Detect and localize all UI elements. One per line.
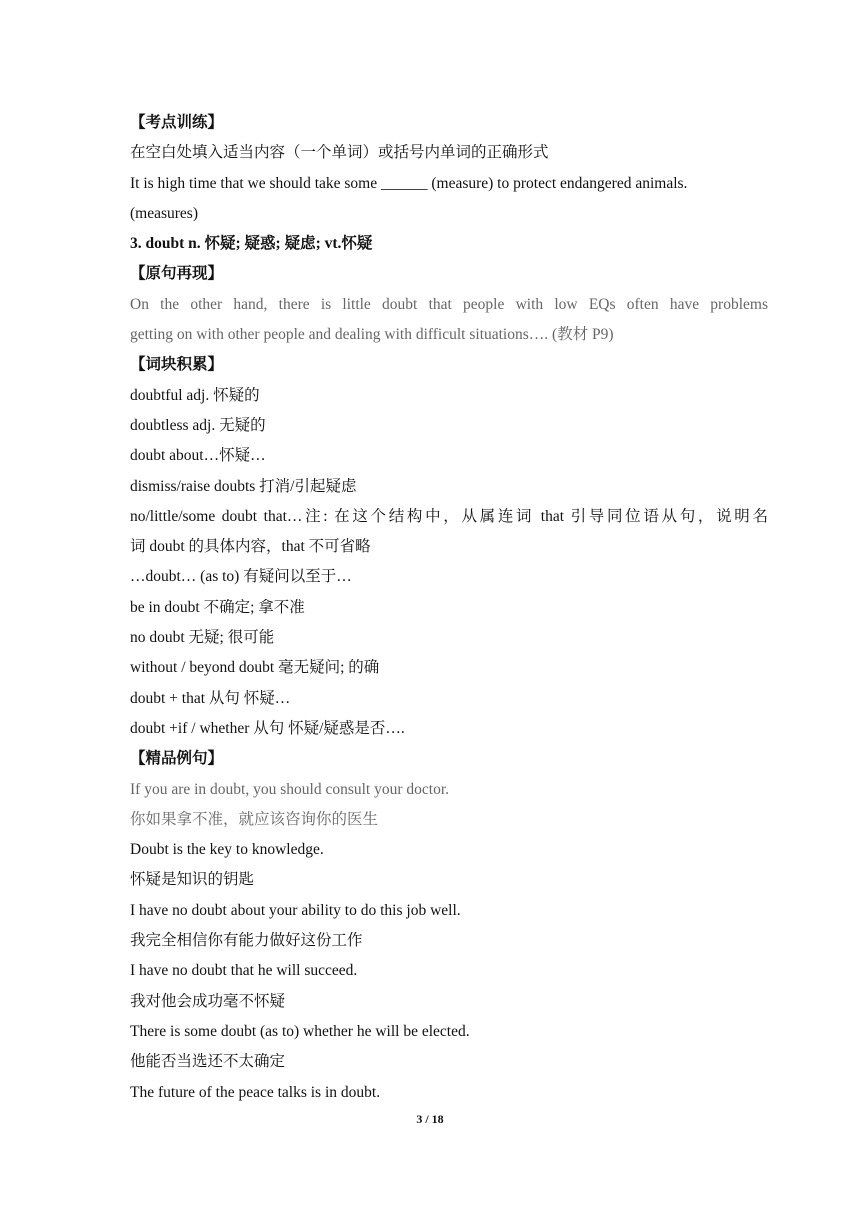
exercise-instruction: 在空白处填入适当内容（一个单词）或括号内单词的正确形式: [130, 144, 549, 162]
phrase-item: no doubt 无疑; 很可能: [130, 629, 275, 647]
phrase-item: 词 doubt 的具体内容，that 不可省略: [130, 538, 371, 556]
example-translation: 你如果拿不准，就应该咨询你的医生: [130, 810, 379, 828]
phrase-item: no/little/some doubt that…注: 在这个结构中，从属连词 that 引导同位语从句，说明名: [130, 507, 768, 525]
example-sentence: Doubt is the key to knowledge.: [130, 841, 324, 859]
example-translation: 怀疑是知识的钥匙: [130, 871, 255, 889]
examples-heading: 【精品例句】: [130, 750, 224, 768]
original-sentence-line-1: On the other hand, there is little doubt that people with low EQs often have problems: [130, 295, 768, 313]
phrase-item: doubtful adj. 怀疑的: [130, 386, 260, 404]
example-sentence: I have no doubt about your ability to do this job well.: [130, 901, 461, 919]
page-number: 3 / 18: [416, 1112, 444, 1126]
exercise-question: It is high time that we should take some ______ (measure) to protect endangered animals.: [130, 174, 688, 192]
phrase-item: doubtless adj. 无疑的: [130, 416, 266, 434]
phrases-heading: 【词块积累】: [130, 356, 224, 374]
example-translation: 我完全相信你有能力做好这份工作: [130, 932, 363, 950]
phrase-item: be in doubt 不确定; 拿不准: [130, 598, 305, 616]
example-translation: 他能否当选还不太确定: [130, 1053, 286, 1071]
exercise-answer: (measures): [130, 204, 198, 222]
exercise-heading: 【考点训练】: [130, 114, 224, 131]
phrase-item: doubt about…怀疑…: [130, 447, 266, 465]
example-sentence: If you are in doubt, you should consult your doctor.: [130, 780, 449, 798]
phrase-item: …doubt… (as to) 有疑问以至于…: [130, 568, 352, 586]
phrase-item: doubt +if / whether 从句 怀疑/疑惑是否….: [130, 719, 405, 737]
word-heading: 3. doubt n. 怀疑; 疑惑; 疑虑; vt.怀疑: [130, 235, 373, 253]
original-sentence-line-2: getting on with other people and dealing with difficult situations…. (教材 P9): [130, 326, 614, 344]
original-sentence-heading: 【原句再现】: [130, 265, 224, 283]
example-sentence: The future of the peace talks is in doubt.: [130, 1083, 381, 1101]
document-content: [130, 108, 768, 1108]
phrase-item: without / beyond doubt 毫无疑问; 的确: [130, 659, 380, 677]
phrase-item: doubt + that 从句 怀疑…: [130, 689, 291, 707]
example-translation: 我对他会成功毫不怀疑: [130, 992, 286, 1010]
example-sentence: There is some doubt (as to) whether he will be elected.: [130, 1022, 470, 1040]
example-sentence: I have no doubt that he will succeed.: [130, 962, 358, 980]
phrase-item: dismiss/raise doubts 打消/引起疑虑: [130, 477, 357, 495]
